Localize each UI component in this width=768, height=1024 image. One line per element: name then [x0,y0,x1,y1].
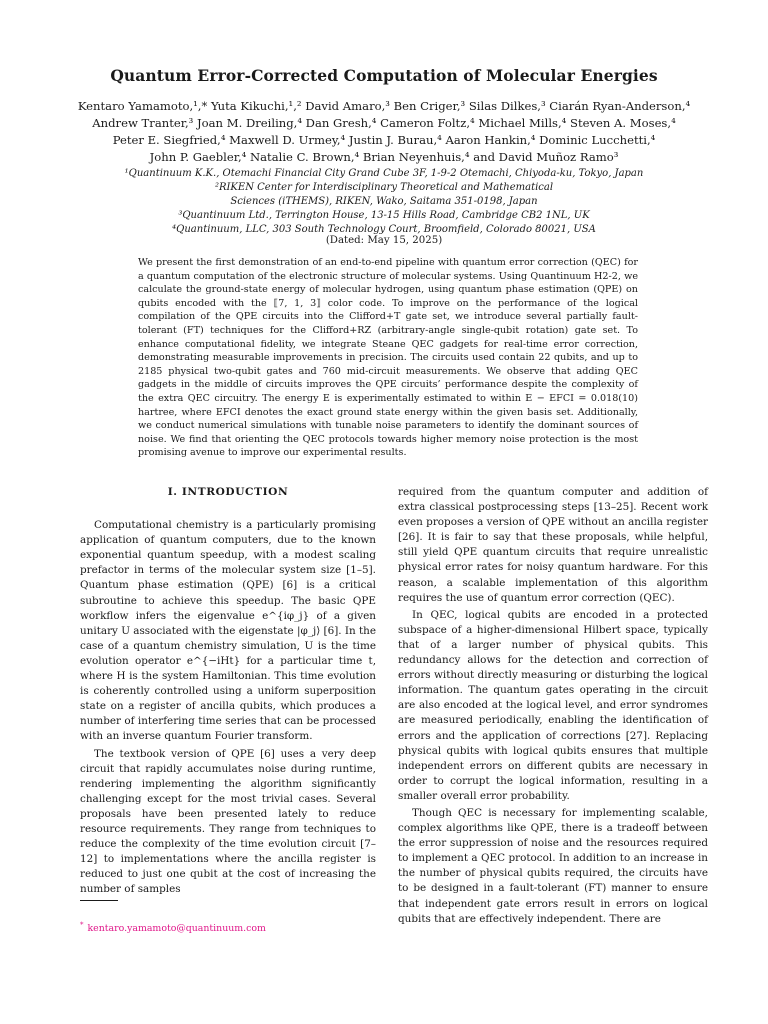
affiliation-line: ¹Quantinuum K.K., Otemachi Financial City Grand Cube 3F, 1-9-2 Otemachi, Chiyoda-ku, Tokyo, Japan [124,168,644,179]
footnote-marker: * [80,921,84,929]
abstract [138,256,638,460]
date-line: (Dated: May 15, 2025) [325,235,443,246]
affiliation-line: ⁴Quantinuum, LLC, 303 South Technology Court, Broomfield, Colorado 80021, USA [172,224,596,235]
author-line: Kentaro Yamamoto,¹,* Yuta Kikuchi,¹,² David Amaro,³ Ben Criger,³ Silas Dilkes,³ Ciarán Ryan-Anderson,⁴ [77,99,691,113]
author-line: John P. Gaebler,⁴ Natalie C. Brown,⁴ Brian Neyenhuis,⁴ and David Muñoz Ramo³ [149,150,619,164]
affiliation-line: ³Quantinuum Ltd., Terrington House, 13-15 Hills Road, Cambridge CB2 1NL, UK [178,210,590,221]
corresponding-email-link[interactable]: kentaro.yamamoto@quantinuum.com [87,923,266,935]
right-column [398,485,708,929]
left-column [80,485,376,899]
author-line: Andrew Tranter,³ Joan M. Dreiling,⁴ Dan Gresh,⁴ Cameron Foltz,⁴ Michael Mills,⁴ Steven A. Moses,⁴ [92,116,676,130]
footnote-divider [80,900,118,901]
affiliation-line: Sciences (iTHEMS), RIKEN, Wako, Saitama 351-0198, Japan [230,196,538,207]
body-paragraph: Though QEC is necessary for implementing scalable, complex algorithms like QPE, there is a tradeoff between the error suppression of noise and the resources required to implement a QEC protocol. In addition to an increase in the number of physical qubits required, the circuits have to be designed in a fault-tolerant (FT) manner to ensure that independent gate errors result in errors on logical qubits that are effectively independent. There are [398,806,708,925]
author-line: Peter E. Siegfried,⁴ Maxwell D. Urmey,⁴ Justin J. Burau,⁴ Aaron Hankin,⁴ Dominic Lucchetti,⁴ [112,133,656,147]
author-list [60,98,708,166]
body-paragraph: required from the quantum computer and addition of extra classical postprocessing steps [13–25]. Recent work even proposes a version of QPE without an ancilla register [26]. It is fair to say that these proposals, while helpful, still yield QPE quantum circuits that require unrealistic physical error rates for noisy quantum hardware. For this reason, a scalable implementation of this algorithm requires the use of quantum error correction (QEC). [398,486,708,604]
affiliation-line: ²RIKEN Center for Interdisciplinary Theoretical and Mathematical [214,182,554,193]
paper-title: Quantum Error-Corrected Computation of Molecular Energies [110,66,658,85]
body-paragraph: The textbook version of QPE [6] uses a very deep circuit that rapidly accumulates noise during runtime, rendering implementing the algorithm significantly challenging except for the most trivial cases. Several proposals have been presented lately to reduce resource requirements. They range from techniques to reduce the complexity of the time evolution circuit [7–12] to implementations where the ancilla register is reduced to just one qubit at the cost of increasing the number of samples [80,747,376,896]
body-paragraph: In QEC, logical qubits are encoded in a protected subspace of a higher-dimensional Hilbert space, typically that of a larger number of physical qubits. This redundancy allows for the detection and correction of errors without directly measuring or disturbing the logical information. The quantum gates operating in the circuit are also encoded at the logical level, and error syndromes are measured periodically, enabling the identification of errors and the application of corrections [27]. Replacing physical qubits with logical qubits ensures that multiple independent errors on different qubits are necessary in order to corrupt the logical information, resulting in a smaller overall error probability. [398,608,708,802]
body-paragraph: Computational chemistry is a particularly promising application of quantum computers, due to the known exponential quantum speedup, with a modest scaling prefactor in terms of the molecular system size [1–5]. Quantum phase estimation (QPE) [6] is a critical subroutine to achieve this speedup. The basic QPE workflow infers the eigenvalue e^{iφ_j} of a given unitary U associated with the eigenstate |φ_j⟩ [6]. In the case of a quantum chemistry simulation, U is the time evolution operator e^{−iHt} for a particular time t, where H is the system Hamiltonian. This time evolution is coherently controlled using a uniform superposition state on a register of ancilla qubits, which produces a number of interfering time series that can be processed with an inverse quantum Fourier transform. [80,519,377,743]
section-heading: I. INTRODUCTION [167,486,289,498]
affiliation-list [60,167,708,237]
footnote [80,921,266,934]
abstract-text: We present the first demonstration of an end-to-end pipeline with quantum error correction (QEC) for a quantum computation of the electronic structure of molecular systems. Using Quantinuum H2-2, we calculate the ground-state energy of molecular hydrogen, using quantum phase estimation (QPE) on qubits encoded with the ⟦7, 1, 3⟧ color code. To improve on the performance of the logical compilation of the QPE circuits into the Clifford+T gate set, we introduce several partially fault-tolerant (FT) techniques for the Clifford+RZ (arbitrary-angle single-qubit rotation) gate set. To enhance computational fidelity, we integrate Steane QEC gadgets for real-time error correction, demonstrating measurable improvements in precision. The circuits used contain 22 qubits, and up to 2185 physical two-qubit gates and 760 mid-circuit measurements. We observe that adding QEC gadgets in the middle of circuits improves the QPE circuits’ performance despite the complexity of the extra QEC circuitry. The energy E is experimentally estimated to within E − EFCI = 0.018(10) hartree, where EFCI denotes the exact ground state energy within the given basis set. Additionally, we conduct numerical simulations with tunable noise parameters to identify the dominant sources of noise. We find that orienting the QEC protocols towards higher memory noise protection is the most promising avenue to improve our experimental results. [138,257,638,459]
